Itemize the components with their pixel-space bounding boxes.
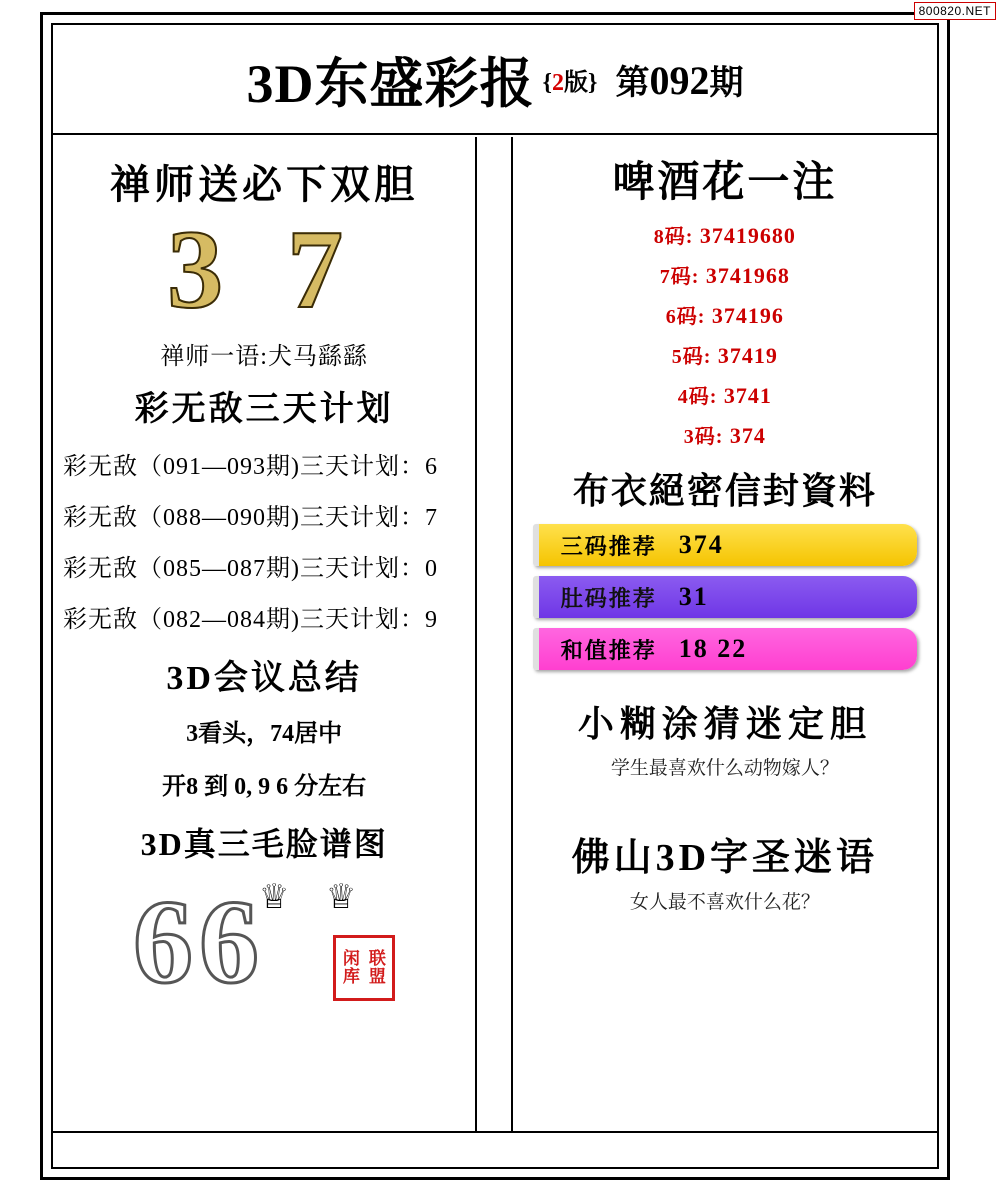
column-divider — [477, 137, 512, 1131]
recommend-bar-three-code — [533, 524, 917, 566]
left-section2-title: 彩无敌三天计划 — [134, 390, 394, 428]
code-value: 374196 — [711, 303, 784, 328]
code-label: 8码: — [653, 226, 694, 248]
code-label: 6码: — [665, 306, 706, 328]
seal-char: 库 — [342, 966, 360, 986]
face-chart — [63, 869, 465, 1039]
code-row — [523, 220, 927, 249]
zen-phrase: 禅师一语:犬马繇繇 — [160, 343, 368, 370]
code-row — [523, 380, 927, 409]
poster-page — [40, 12, 950, 1180]
plan-row: 彩无敌（091—093期)三天计划：6 — [63, 453, 438, 480]
version-badge — [543, 62, 598, 97]
beer-section-title: 啤酒花一注 — [612, 160, 838, 206]
code-value: 37419680 — [699, 223, 796, 248]
code-row — [523, 340, 927, 369]
bar-value: 31 — [678, 582, 709, 611]
code-row — [523, 420, 927, 449]
version-number: 2 — [552, 69, 564, 96]
riddle1-title: 小糊涂猜迷定胆 — [577, 704, 872, 744]
summary-line-1: 3看头，74居中 — [186, 720, 343, 747]
page-title: 3D东盛彩报 — [246, 53, 535, 114]
riddle1-question: 学生最喜欢什么动物嫁人？ — [610, 758, 839, 779]
left-section3-title: 3D会议总结 — [166, 659, 362, 697]
right-column — [513, 137, 937, 1131]
code-row — [523, 260, 927, 289]
code-row — [523, 300, 927, 329]
code-label: 7码: — [659, 266, 700, 288]
bar-tag: 肚码推荐 — [560, 585, 657, 611]
bar-tag: 和值推荐 — [560, 637, 657, 663]
code-label: 4码: — [677, 386, 718, 408]
code-label: 3码: — [683, 426, 724, 448]
issue-suffix: 期 — [709, 64, 744, 102]
plan-row: 彩无敌（088—090期)三天计划：7 — [63, 504, 438, 531]
summary-line-2: 开8 到 0, 9 6 分左右 — [162, 773, 367, 800]
plan-row: 彩无敌（085—087期)三天计划：0 — [63, 555, 438, 582]
issue-label — [615, 55, 743, 104]
seal-char: 盟 — [368, 966, 386, 986]
hand-icon: ♕ ♕ — [258, 878, 371, 916]
seal-char: 联 — [368, 948, 386, 968]
version-prefix: { — [542, 69, 552, 96]
face-digits: 66 — [133, 874, 265, 1008]
lucky-digits: 3 7 — [63, 212, 465, 330]
seal-char: 闲 — [342, 948, 360, 968]
version-suffix: 版} — [564, 69, 598, 96]
issue-number: 092 — [649, 57, 710, 103]
code-value: 3741 — [723, 383, 772, 408]
poster-header — [53, 25, 937, 135]
plan-row: 彩无敌（082—084期)三天计划：9 — [63, 606, 438, 633]
code-value: 3741968 — [705, 263, 790, 288]
stamp-seal — [333, 935, 395, 1001]
bar-value: 18 22 — [678, 634, 748, 663]
code-value: 37419 — [717, 343, 778, 368]
footer-strip — [53, 1131, 937, 1167]
content-columns — [53, 137, 937, 1131]
bar-value: 374 — [678, 530, 724, 559]
issue-prefix: 第 — [615, 64, 650, 102]
riddle2-title: 佛山3D字圣迷语 — [571, 837, 879, 879]
code-value: 374 — [729, 423, 766, 448]
left-column — [53, 137, 477, 1131]
left-section1-title: 禅师送必下双胆 — [110, 162, 419, 207]
recommend-bar-belly-code — [533, 576, 917, 618]
poster-inner-border — [51, 23, 939, 1169]
code-label: 5码: — [671, 346, 712, 368]
recommend-bar-sum-value — [533, 628, 917, 670]
riddle2-question: 女人最不喜欢什么花？ — [629, 892, 820, 913]
bar-tag: 三码推荐 — [560, 533, 657, 559]
buyi-section-title: 布衣絕密信封資料 — [572, 471, 877, 511]
left-section4-title: 3D真三毛脸谱图 — [140, 825, 388, 862]
watermark: 800820.NET — [914, 2, 996, 20]
